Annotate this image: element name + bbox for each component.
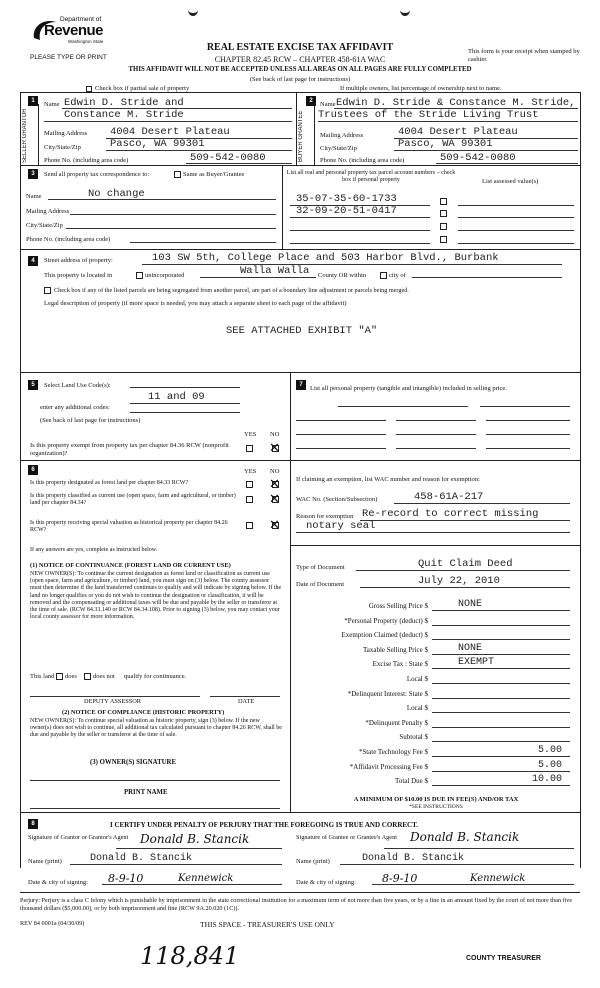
section-6-badge: 6 (28, 465, 38, 475)
grantor-name-label: Name (print) (28, 858, 62, 865)
fee-label: Excise Tax : State $ (372, 660, 428, 668)
sec6-no: NO (270, 468, 280, 475)
doc-date-label: Date of Document (296, 581, 345, 588)
segregated-label: Check box if any of the listed parcels are being segregated from another parcel, are part of a boundary line adjustment or parcels being merged. (54, 287, 409, 294)
grantor-signature: Donald B. Stancik (140, 832, 250, 846)
section-1-badge: 1 (28, 96, 38, 106)
fee-label: Taxable Selling Price $ (362, 646, 428, 654)
county-treasurer-label: COUNTY TREASURER (466, 955, 541, 962)
parcel-3-checkbox[interactable] (440, 223, 447, 230)
sec6-yes: YES (244, 468, 257, 475)
buyer-phone: 509-542-0080 (440, 152, 516, 164)
fee-label: *Delinquent Interest: State $ (347, 690, 428, 698)
section-5-badge: 5 (28, 380, 38, 390)
fee-label: Total Due $ (395, 777, 428, 785)
logo-name: Revenue (44, 22, 104, 39)
land-use-yes: YES (244, 431, 257, 438)
see-back: (See back of last page for instructions) (249, 76, 351, 83)
unincorporated-checkbox[interactable] (136, 272, 143, 279)
corr-name-label: Name (26, 193, 42, 200)
fee-label: *Personal Property (deduct) $ (344, 617, 428, 625)
parcel-2-checkbox[interactable] (440, 210, 447, 217)
qualify-label: qualify for continuance. (124, 673, 187, 680)
does-not-checkbox[interactable] (84, 673, 91, 680)
segregated-checkbox[interactable] (44, 287, 51, 294)
form-chapter: CHAPTER 82.45 RCW – CHAPTER 458-61A WAC (214, 55, 386, 64)
section-7-badge: 7 (296, 380, 306, 390)
fee-value: 10.00 (531, 774, 562, 785)
dor-logo (30, 16, 110, 46)
seller-city-label: City/State/Zip (44, 144, 81, 151)
parcel-4-checkbox[interactable] (440, 236, 447, 243)
warning: THIS AFFIDAVIT WILL NOT BE ACCEPTED UNLESS ALL AREAS ON ALL PAGES ARE FULLY COMPLETED (128, 66, 472, 73)
buyer-name-label: Name (320, 101, 336, 108)
corr-name: No change (88, 188, 145, 200)
handwritten-number: 118,841 (140, 942, 240, 970)
logo-state: Washington State (68, 39, 104, 44)
seller-name-1: Edwin D. Stride and (64, 97, 184, 109)
grantee-signature: Donald B. Stancik (410, 830, 520, 844)
fee-label: Local $ (406, 704, 428, 712)
seller-phone-label: Phone No. (including area code) (44, 157, 129, 164)
historic-yes-checkbox[interactable] (246, 522, 253, 529)
reason-label: Reason for exemption (296, 513, 354, 520)
exempt-no-mark: ✕ (269, 441, 280, 456)
city-of-label: city of (389, 272, 406, 279)
please-type: PLEASE TYPE OR PRINT (30, 54, 107, 61)
does-not-label: does not (93, 673, 115, 680)
grantee-name: Donald B. Stancik (362, 853, 465, 864)
seller-side-label: SELLER GRANTOR (22, 108, 28, 164)
deputy-assessor-label: DEPUTY ASSESSOR (84, 698, 141, 705)
county-name: Walla Walla (240, 265, 310, 277)
multiple-owners-note: If multiple owners, list percentage of ownership next to name. (340, 85, 502, 92)
unincorporated-label: unincorporated (145, 272, 185, 279)
land-use-no: NO (270, 431, 280, 438)
fee-label: Subtotal $ (399, 733, 428, 741)
exempt-yes-checkbox[interactable] (246, 445, 253, 452)
partial-sale-label: Check box if partial sale of property (95, 85, 190, 92)
exhibit-reference: SEE ATTACHED EXHIBIT "A" (226, 325, 378, 337)
section-4-badge: 4 (28, 256, 38, 266)
street-address: 103 SW 5th, College Place and 503 Harbor Blvd., Burbank (152, 252, 499, 264)
reason-line-2: notary seal (306, 520, 376, 532)
fee-label: *Affidavit Processing Fee $ (349, 763, 428, 771)
if-yes-note: If any answers are yes, complete as instructed below. (30, 547, 158, 553)
form-title: REAL ESTATE EXCISE TAX AFFIDAVIT (206, 42, 394, 53)
this-land-label: This land (30, 673, 55, 680)
exempt-question: Is this property exempt from property tax per chapter 84.36 RCW (nonprofit organization)? (30, 442, 229, 457)
fee-label: Gross Selling Price $ (368, 602, 428, 610)
forest-question: Is this property designated as forest land per chapter 84.33 RCW? (30, 480, 189, 486)
corr-address-label: Mailing Address (26, 208, 70, 215)
correspondence-label: Send all property tax correspondence to: (44, 171, 150, 178)
section-2-badge: 2 (306, 96, 316, 106)
land-use-see-back: (See back of last page for instructions) (40, 417, 141, 424)
land-use-label: Select Land Use Code(s): (44, 382, 111, 389)
historic-question: Is this property receiving special valuation as historical property per chapter 84.26 RCW? (30, 520, 228, 533)
county-or-within: County OR within (318, 272, 367, 279)
historic-text: NEW OWNER(S): To continue special valuation as historic property, sign (3) below. If the new owner(s) does not wish to continue, all additional tax calculated pursuant to chapter 84.26 RCW, shall be due and payable by the seller or transferor at the time of sale. (30, 718, 282, 739)
grantee-name-label: Name (print) (296, 858, 330, 865)
grantor-date: 8-9-10 (108, 872, 144, 885)
seller-address: 4004 Desert Plateau (110, 126, 230, 138)
buyer-phone-label: Phone No. (including area code) (320, 157, 405, 164)
street-label: Street address of property: (44, 257, 113, 264)
buyer-address: 4004 Desert Plateau (398, 126, 518, 138)
grantee-date-label: Date & city of signing: (296, 879, 356, 886)
historic-title: (2) NOTICE OF COMPLIANCE (HISTORIC PROPERTY) (62, 709, 225, 716)
section-8-badge: 8 (28, 819, 38, 829)
fee-value: EXEMPT (458, 657, 495, 668)
grantor-date-label: Date & city of signing: (28, 879, 88, 886)
land-use-code: 11 and 09 (148, 391, 205, 403)
seller-phone: 509-542-0080 (190, 152, 266, 164)
legal-description-label: Legal description of property (if more space is needed, you may attach a separate sheet to each page of the affidavit) (44, 300, 347, 307)
fee-label: Local $ (406, 675, 428, 683)
reason-line-1: Re-record to correct missing (362, 508, 539, 520)
parcel-2: 32-09-20-51-0417 (296, 205, 397, 217)
same-as-buyer-label: Same as Buyer/Grantee (183, 171, 245, 178)
buyer-name-2: Trustees of the Stride Living Trust (318, 109, 539, 121)
section-3-badge: 3 (28, 169, 38, 179)
wac-label: WAC No. (Section/Subsection) (296, 496, 378, 503)
additional-codes-label: enter any additional codes: (40, 404, 110, 411)
current-use-no-mark: ✕ (269, 492, 280, 507)
revision-code: REV 84 0001a (04/30/09) (20, 920, 85, 927)
doc-type-label: Type of Document (296, 564, 345, 571)
forest-no-mark: ✕ (269, 477, 280, 492)
buyer-address-label: Mailing Address (320, 132, 364, 139)
grantee-date: 8-9-10 (382, 872, 418, 885)
seller-name-2: Constance M. Stride (64, 109, 184, 121)
grantor-city: Kennewick (178, 873, 234, 884)
assessed-label: List assessed value(s) (482, 178, 539, 185)
forest-yes-checkbox[interactable] (246, 481, 253, 488)
fee-value: 5.00 (537, 760, 562, 771)
city-of-checkbox[interactable] (380, 272, 387, 279)
owner-signature-label: (3) OWNER(S) SIGNATURE (90, 759, 176, 766)
parcel-1-checkbox[interactable] (440, 198, 447, 205)
fee-see-instructions: *SEE INSTRUCTIONS (409, 804, 463, 810)
treasurer-use-label: THIS SPACE - TREASURER'S USE ONLY (200, 920, 335, 929)
continuance-text: NEW OWNER(S): To continue the current designation as forest land or classification as current use (open space, farm and agriculture, or timber) land, you must sign on (3) below. The county assessor must then determine if the land transferred continues to qualify and will indicate by signing below. If the land no longer qualifies or you do not wish to continue the designation or classification, it will be removed and the compensating or additional taxes will be due and payable by the seller or transferor at the time of sale. (RCW 84.33.140 or RCW 84.34.108). Prior to signing (3) below, you may contact your local county assessor for more information. (30, 571, 282, 621)
fee-value: NONE (458, 643, 483, 654)
fee-label: *State Technology Fee $ (358, 748, 428, 756)
exemption-label: If claiming an exemption, list WAC number and reason for exemption: (296, 476, 480, 483)
grantee-signature-label: Signature of Grantee or Grantee's Agent (296, 834, 397, 841)
historic-no-mark: ✕ (269, 518, 280, 533)
does-label: does (65, 673, 77, 680)
doc-type: Quit Claim Deed (418, 558, 513, 570)
logo-dept: Department of (60, 16, 102, 23)
continuance-title: (1) NOTICE OF CONTINUANCE (FOREST LAND OR CURRENT USE) (30, 562, 231, 569)
doc-date: July 22, 2010 (418, 575, 500, 587)
corr-phone-label: Phone No. (including area code) (26, 236, 111, 243)
does-checkbox[interactable] (56, 673, 63, 680)
buyer-name-1: Edwin D. Stride & Constance M. Stride, (336, 97, 576, 109)
buyer-city: Pasco, WA 99301 (398, 138, 493, 150)
perjury-statement: Perjury: Perjury is a class C felony which is punishable by imprisonment in the state correctional institution for a maximum term of not more than five years, or by a fine in an amount fixed by the court of not more than five thousand dollars ($5,000.00), or by both imprisonment and fine (RCW 9A.20.020 (1C)). (20, 897, 573, 912)
punch-mark-right (400, 4, 410, 16)
parcel-1: 35-07-35-60-1733 (296, 193, 397, 205)
fee-value: NONE (458, 599, 483, 610)
punch-mark-left (188, 4, 198, 16)
seller-address-label: Mailing Address (44, 130, 88, 137)
fee-value: 5.00 (537, 745, 562, 756)
fee-label: Exemption Claimed (deduct) $ (341, 631, 428, 639)
grantee-city: Kennewick (470, 873, 526, 884)
grantor-signature-label: Signature of Grantor or Grantor's Agent (28, 834, 129, 841)
buyer-side-label: BUYER GRANTEE (298, 110, 304, 162)
same-as-buyer-checkbox[interactable] (174, 171, 181, 178)
current-use-question: Is this property classified as current use (open space, farm and agricultural, or timber) land per chapter 84.34? (30, 493, 236, 506)
seller-city: Pasco, WA 99301 (110, 138, 205, 150)
parcels-label: List all real and personal property tax parcel account numbers – check box if personal property (286, 170, 456, 183)
fee-label: *Delinquent Penalty $ (365, 719, 428, 727)
minimum-fee-note: A MINIMUM OF $10.00 IS DUE IN FEE(S) AND/OR TAX (353, 796, 519, 803)
located-label: This property is located in (44, 272, 113, 279)
wac-number: 458-61A-217 (414, 491, 484, 503)
receipt-note: This form is your receipt when stamped by cashier. (468, 48, 580, 63)
corr-city-label: City/State/Zip (26, 222, 63, 229)
certify-statement: I CERTIFY UNDER PENALTY OF PERJURY THAT THE FOREGOING IS TRUE AND CORRECT. (110, 821, 419, 829)
grantor-name: Donald B. Stancik (90, 853, 193, 864)
seller-name-label: Name (44, 101, 60, 108)
current-use-yes-checkbox[interactable] (246, 496, 253, 503)
deputy-date-label: DATE (238, 698, 255, 705)
print-name-label: PRINT NAME (124, 789, 168, 796)
personal-property-label: List all personal property (tangible and intangible) included in selling price. (310, 385, 507, 392)
buyer-city-label: City/State/Zip (320, 145, 357, 152)
